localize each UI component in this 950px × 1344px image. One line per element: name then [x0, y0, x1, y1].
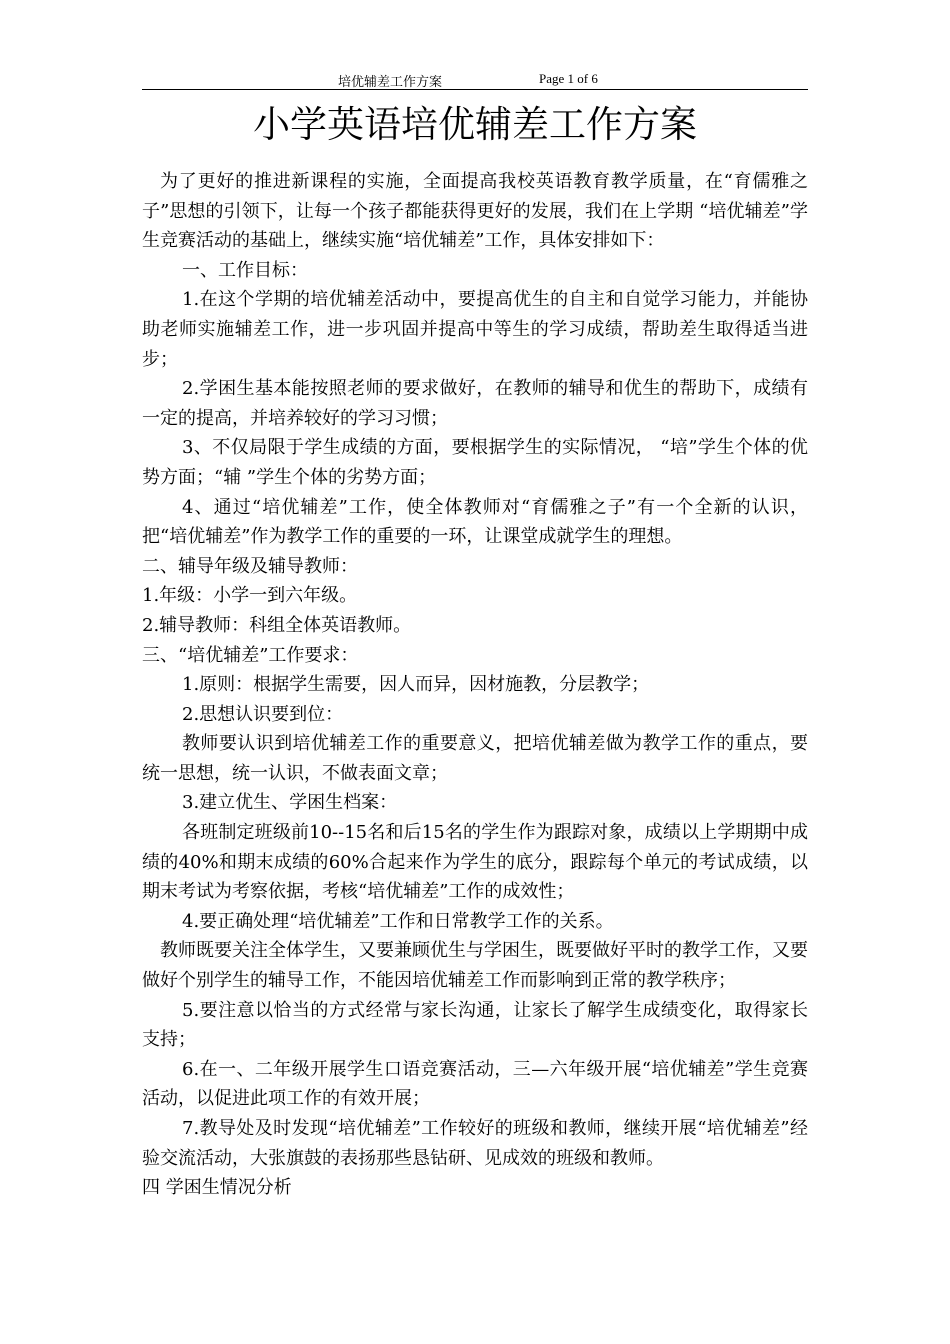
paragraph-goal-2: 2.学困生基本能按照老师的要求做好，在教师的辅导和优生的帮助下，成绩有一定的提高，并培养较好的学习习惯； — [142, 378, 808, 429]
paragraph-goal-1: 1.在这个学期的培优辅差活动中，要提高优生的自主和自觉学习能力，并能协助老师实施辅差工作，进一步巩固并提高中等生的学习成绩，帮助差生取得适当进步； — [142, 289, 808, 370]
paragraph-intro: 为了更好的推进新课程的实施，全面提高我校英语教育教学质量，在“育儒雅之子”思想的引领下，让每一个孩子都能获得更好的发展，我们在上学期 “培优辅差”学生竞赛活动的基础上，继续实施“培优辅差”工作，具体安排如下： — [142, 171, 808, 252]
paragraph-requirement-2: 2.思想认识要到位： — [182, 703, 344, 725]
paragraph-requirement-7: 7.教导处及时发现“培优辅差”工作较好的班级和教师，继续开展“培优辅差”经验交流活动，大张旗鼓的表扬那些恳钻研、见成效的班级和教师。 — [142, 1118, 808, 1169]
paragraph-requirement-4-detail: 教师既要关注全体学生，又要兼顾优生与学困生，既要做好平时的教学工作，又要做好个别学生的辅导工作，不能因培优辅差工作而影响到正常的教学秩序； — [142, 940, 808, 992]
header-page-number: Page 1 of 6 — [539, 71, 598, 86]
section-heading-goals: 一、工作目标： — [182, 259, 308, 281]
section-heading-student-analysis: 四 学困生情况分析 — [142, 1177, 292, 1199]
paragraph-grades: 1.年级：小学一到六年级。 — [142, 585, 358, 607]
paragraph-requirement-4: 4.要正确处理“培优辅差”工作和日常教学工作的关系。 — [182, 910, 614, 932]
paragraph-goal-3: 3、不仅局限于学生成绩的方面，要根据学生的实际情况， “培”学生个体的优势方面；“辅 ”学生个体的劣势方面； — [142, 437, 808, 488]
document-title: 小学英语培优辅差工作方案 — [253, 103, 697, 146]
header-document-title: 培优辅差工作方案 — [338, 75, 443, 90]
paragraph-requirement-3: 3.建立优生、学困生档案： — [182, 792, 398, 814]
paragraph-requirement-1: 1.原则：根据学生需要，因人而异，因材施教，分层教学； — [182, 674, 650, 696]
section-heading-requirements: 三、“培优辅差”工作要求： — [142, 644, 359, 666]
paragraph-requirement-3-detail: 各班制定班级前10--15名和后15名的学生作为跟踪对象，成绩以上学期期中成绩的40%和期末成绩的60%合起来作为学生的底分，跟踪每个单元的考试成绩，以期末考试为考察依据，考核“培优辅差”工作的成效性； — [142, 822, 808, 903]
section-heading-grades-teachers: 二、辅导年级及辅导教师： — [142, 555, 358, 577]
paragraph-goal-4: 4、通过“培优辅差”工作，使全体教师对“育儒雅之子”有一个全新的认识，把“培优辅差”作为教学工作的重要的一环，让课堂成就学生的理想。 — [142, 496, 808, 548]
page-header — [142, 70, 808, 90]
paragraph-requirement-5: 5.要注意以恰当的方式经常与家长沟通，让家长了解学生成绩变化，取得家长支持； — [142, 999, 808, 1051]
paragraph-teachers: 2.辅导教师：科组全体英语教师。 — [142, 614, 412, 636]
document-body — [142, 167, 808, 1203]
paragraph-requirement-2-detail: 教师要认识到培优辅差工作的重要意义，把培优辅差做为教学工作的重点，要统一思想，统一认识，不做表面文章； — [142, 733, 808, 784]
paragraph-requirement-6: 6.在一、二年级开展学生口语竞赛活动，三—六年级开展“培优辅差”学生竞赛活动，以促进此项工作的有效开展； — [142, 1058, 808, 1110]
